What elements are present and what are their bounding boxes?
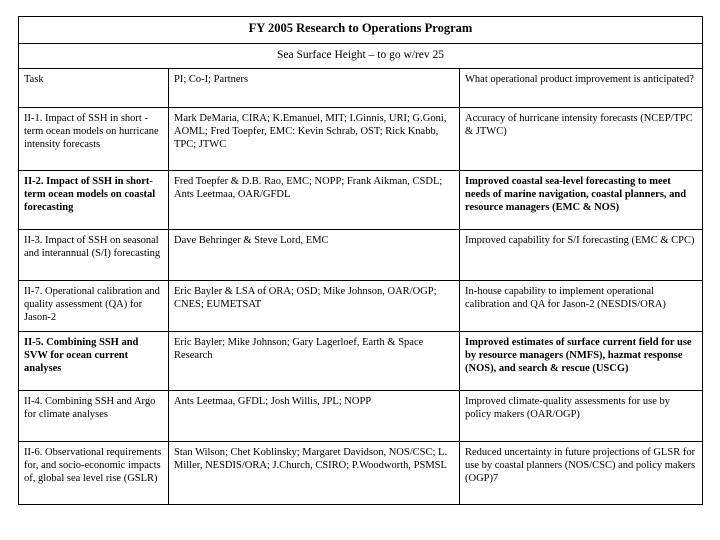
task-cell: II-2. Impact of SSH in short-term ocean models on coastal forecasting [19, 171, 169, 230]
task-cell: II-6. Observational requirements for, and socio-economic impacts of, global sea level rise (GSLR) [19, 442, 169, 505]
task-cell: II-1. Impact of SSH in short -term ocean models on hurricane intensity forecasts [19, 108, 169, 171]
improvement-cell [460, 442, 703, 505]
people-cell: Mark DeMaria, CIRA; K.Emanuel, MIT; I.Ginnis, URI; G.Goni, AOML; Fred Toepfer, EMC: Kevin Schrab, OST; Rick Knabb, TPC; JTWC [169, 108, 460, 171]
task-cell: II-5. Combining SSH and SVW for ocean current analyses [19, 332, 169, 391]
task-cell: II-3. Impact of SSH on seasonal and interannual (S/I) forecasting [19, 230, 169, 281]
improvement-text: Reduced uncertainty in future projections of GLSR for use by coastal planners (NOS/CSC) and policy makers (OGP) [465, 447, 696, 484]
table-row [19, 391, 703, 442]
task-cell: II-4. Combining SSH and Argo for climate analyses [19, 391, 169, 442]
research-program-table [18, 16, 703, 505]
improvement-cell: Accuracy of hurricane intensity forecasts (NCEP/TPC & JTWC) [460, 108, 703, 171]
table-subtitle: Sea Surface Height – to go w/rev 25 [19, 44, 703, 69]
people-cell: Ants Leetmaa, GFDL; Josh Willis, JPL; NOPP [169, 391, 460, 442]
improvement-cell: Improved coastal sea-level forecasting to meet needs of marine navigation, coastal planners, and resource managers (EMC & NOS) [460, 171, 703, 230]
table-title: FY 2005 Research to Operations Program [19, 17, 703, 44]
people-cell: Fred Toepfer & D.B. Rao, EMC; NOPP; Frank Aikman, CSDL; Ants Leetmaa, OAR/GFDL [169, 171, 460, 230]
improvement-cell: Improved climate-quality assessments for use by policy makers (OAR/OGP) [460, 391, 703, 442]
table-row [19, 230, 703, 281]
people-cell: Dave Behringer & Steve Lord, EMC [169, 230, 460, 281]
table-row [19, 442, 703, 505]
table-row [19, 281, 703, 332]
task-cell: II-7. Operational calibration and quality assessment (QA) for Jason-2 [19, 281, 169, 332]
header-improvement: What operational product improvement is anticipated? [460, 69, 703, 108]
table-row [19, 332, 703, 391]
table-row [19, 171, 703, 230]
improvement-cell: Improved capability for S/I forecasting (EMC & CPC) [460, 230, 703, 281]
people-cell: Eric Bayler; Mike Johnson; Gary Lagerloef, Earth & Space Research [169, 332, 460, 391]
research-program-table-container [18, 16, 702, 505]
header-people: PI; Co-I; Partners [169, 69, 460, 108]
page-number: 7 [493, 473, 498, 484]
people-cell: Stan Wilson; Chet Koblinsky; Margaret Davidson, NOS/CSC; L. Miller, NESDIS/ORA; J.Church, CSIRO; P.Woodworth, PSMSL [169, 442, 460, 505]
improvement-cell: In-house capability to implement operational calibration and QA for Jason-2 (NESDIS/ORA) [460, 281, 703, 332]
improvement-cell: Improved estimates of surface current field for use by resource managers (NMFS), hazmat response (NOS), and search & rescue (USCG) [460, 332, 703, 391]
header-row [19, 69, 703, 108]
header-task: Task [19, 69, 169, 108]
table-row [19, 108, 703, 171]
people-cell: Eric Bayler & LSA of ORA; OSD; Mike Johnson, OAR/OGP; CNES; EUMETSAT [169, 281, 460, 332]
